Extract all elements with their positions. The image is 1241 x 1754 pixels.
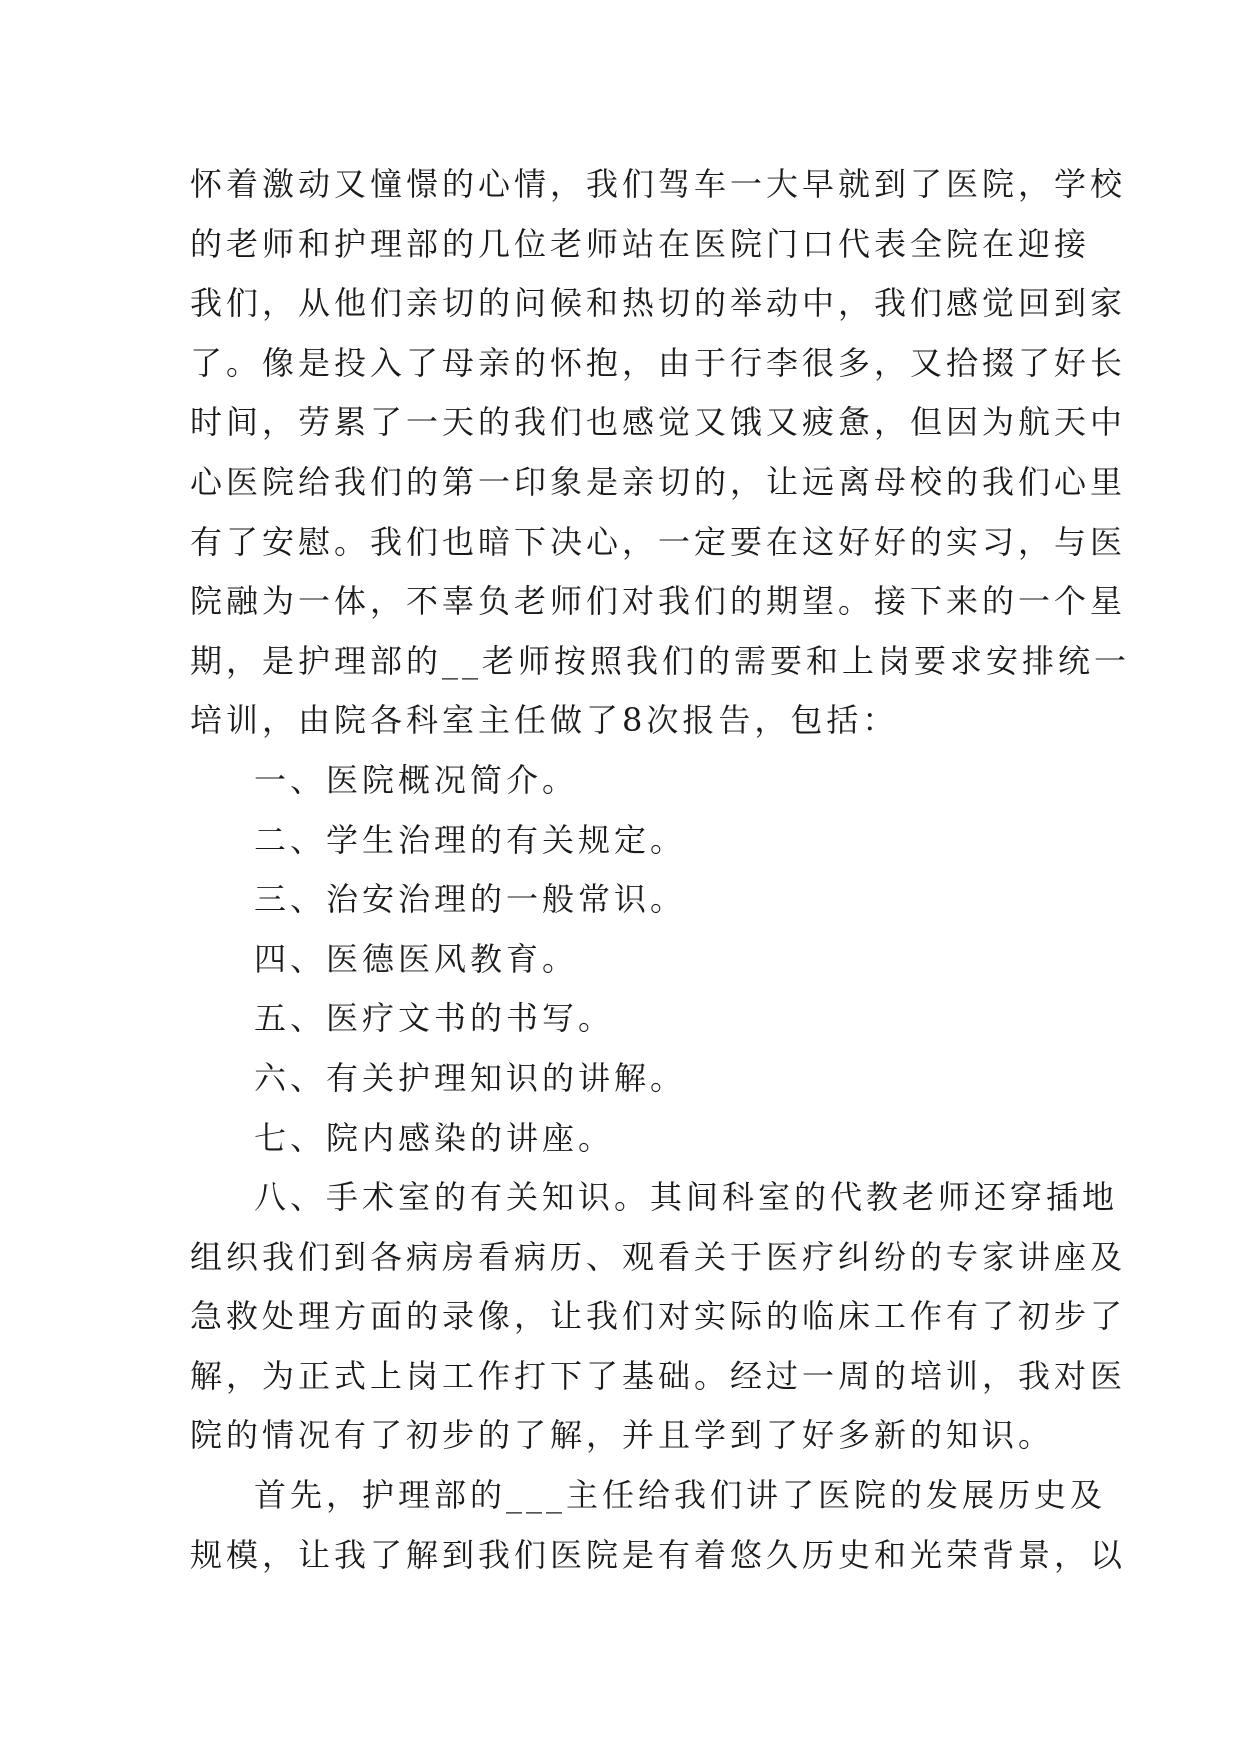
text-line: 心医院给我们的第一印象是亲切的，让远离母校的我们心里 <box>190 462 1127 501</box>
list-item: 八、手术室的有关知识。其间科室的代教老师还穿插地 <box>254 1178 1119 1217</box>
text-line: 院融为一体，不辜负老师们对我们的期望。接下来的一个星 <box>190 582 1127 621</box>
text-line: 有了安慰。我们也暗下决心，一定要在这好好的实习，与医 <box>190 522 1127 561</box>
text-line: 规模，让我了解到我们医院是有着悠久历史和光荣背景，以 <box>190 1535 1127 1574</box>
list-item: 二、学生治理的有关规定。 <box>254 820 687 859</box>
text-line: 期，是护理部的__老师按照我们的需要和上岗要求安排统一 <box>190 641 1131 680</box>
text-line: 我们，从他们亲切的问候和热切的举动中，我们感觉回到家 <box>190 284 1127 323</box>
text-line: 解，为正式上岗工作打下了基础。经过一周的培训，我对医 <box>190 1356 1127 1395</box>
list-item: 三、治安治理的一般常识。 <box>254 880 687 919</box>
text-line: 时间，劳累了一天的我们也感觉又饿又疲惫，但因为航天中 <box>190 403 1127 442</box>
text-line: 院的情况有了初步的了解，并且学到了好多新的知识。 <box>190 1416 1055 1455</box>
list-item: 五、医疗文书的书写。 <box>254 999 615 1038</box>
text-line: 急救处理方面的录像，让我们对实际的临床工作有了初步了 <box>190 1297 1127 1336</box>
text-line: 培训，由院各科室主任做了8次报告，包括： <box>190 701 899 740</box>
text-line: 的老师和护理部的几位老师站在医院门口代表全院在迎接 <box>190 224 1091 263</box>
paragraph-start: 首先，护理部的___主任给我们讲了医院的发展历史及 <box>254 1476 1107 1515</box>
text-line: 怀着激动又憧憬的心情，我们驾车一大早就到了医院，学校 <box>190 165 1127 203</box>
document-body <box>190 155 1131 1585</box>
list-item: 六、有关护理知识的讲解。 <box>254 1058 687 1097</box>
text-line: 组织我们到各病房看病历、观看关于医疗纠纷的专家讲座及 <box>190 1237 1127 1276</box>
list-item: 七、院内感染的讲座。 <box>254 1118 615 1157</box>
list-item: 四、医德医风教育。 <box>254 939 579 978</box>
list-item: 一、医院概况简介。 <box>254 760 579 799</box>
text-line: 了。像是投入了母亲的怀抱，由于行李很多，又拾掇了好长 <box>190 343 1127 382</box>
